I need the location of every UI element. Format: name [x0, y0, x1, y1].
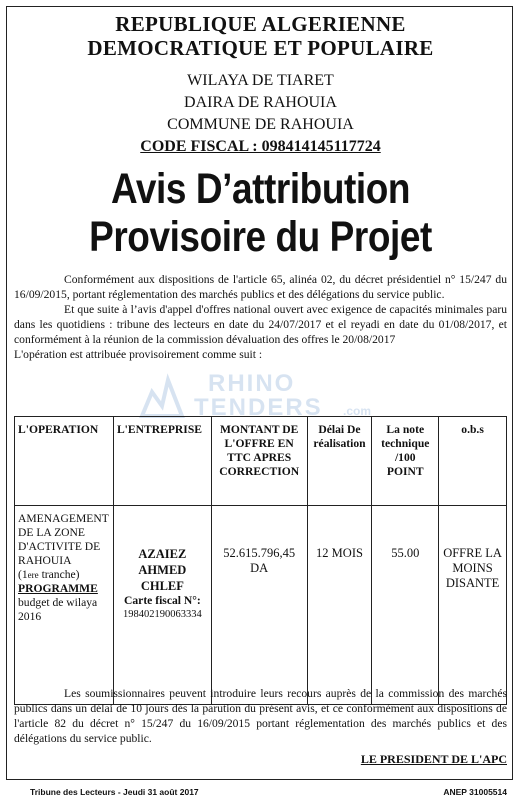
col-header-delai: Délai De réalisation	[307, 417, 372, 506]
tranche-number: (1	[18, 568, 28, 581]
cell-obs: OFFRE LA MOINS DISANTE	[439, 506, 507, 705]
entreprise-name: AZAIEZ AHMED CHLEF	[138, 547, 187, 593]
carte-fiscal-label: Carte fiscal N°:	[124, 594, 201, 607]
col-header-entreprise: L'ENTREPRISE	[113, 417, 211, 506]
closing-section	[14, 686, 507, 746]
header-commune: COMMUNE DE RAHOUIA	[167, 116, 354, 133]
notice-title-line2: Provisoire du Projet	[89, 213, 432, 261]
operation-tranche	[18, 568, 110, 582]
body-paragraph-3: L'opération est attribuée provisoirement comme suit :	[14, 348, 263, 361]
cell-montant: 52.615.796,45 DA	[211, 506, 307, 705]
header-wilaya: WILAYA DE TIARET	[187, 72, 334, 89]
carte-fiscal-value: 198402190063334	[123, 609, 202, 620]
programme-value: budget de wilaya 2016	[18, 596, 98, 623]
watermark-com: .com	[343, 404, 372, 418]
body-paragraph-1: Conformément aux dispositions de l'article 65, alinéa 02, du décret présidentiel n° 15/247 du 16/09/2015, portant réglementation des marchés publics et des délégations du service public.	[14, 273, 507, 301]
col-header-operation: L'OPERATION	[15, 417, 114, 506]
programme-label: PROGRAMME	[18, 582, 98, 595]
table-header-row	[15, 417, 507, 506]
cell-delai: 12 MOIS	[307, 506, 372, 705]
col-header-obs: o.b.s	[439, 417, 507, 506]
cell-operation	[15, 506, 114, 705]
tranche-superscript: ere	[27, 570, 39, 580]
table-row	[15, 506, 507, 705]
cell-entreprise	[113, 506, 211, 705]
attribution-table	[14, 416, 507, 705]
notice-body	[14, 272, 507, 362]
footer-publication: Tribune des Lecteurs - Jeudi 31 août 2017	[30, 787, 199, 797]
closing-paragraph: Les soumissionnaires peuvent introduire leurs recours auprès de la commission des marchés publics dans un délai de 10 jours dès la parution du présent avis, et ce conformément aux dispositions de l'article 82 du décret n° 15/247 du 16/09/2015 portant réglementation des marchés publics et des délégations du service public.	[14, 687, 507, 745]
footer-anep: ANEP 31005514	[443, 787, 507, 797]
cell-note: 55.00	[372, 506, 439, 705]
header-daira: DAIRA DE RAHOUIA	[184, 94, 337, 111]
operation-name: AMENAGEMENT DE LA ZONE D'ACTIVITE DE RAHOUIA	[18, 512, 109, 567]
watermark-tenders: TENDERS	[194, 394, 323, 421]
tranche-label: tranche)	[38, 568, 80, 581]
notice-title-line1: Avis D’attribution	[110, 165, 411, 213]
signature: LE PRESIDENT DE L'APC	[360, 752, 507, 766]
watermark-rhino: RHINO	[208, 370, 296, 397]
body-paragraph-2: Et que suite à l’avis d'appel d'offres national ouvert avec exigence de capacités minimales paru dans les quotidiens : tribune des lecteurs en date du 24/07/2017 et el reyadi en date du 01/08/2017, et conformément à la réunion de la commission dévaluation des offres le 20/08/2017	[14, 303, 507, 346]
code-fiscal: CODE FISCAL : 098414145117724	[140, 138, 381, 155]
col-header-montant: MONTANT DE L'OFFRE EN TTC APRES CORRECTION	[211, 417, 307, 506]
header-republic-line2: DEMOCRATIQUE ET POPULAIRE	[87, 36, 434, 60]
col-header-note: La note technique /100 POINT	[372, 417, 439, 506]
header-republic-line1: REPUBLIQUE ALGERIENNE	[115, 12, 406, 36]
